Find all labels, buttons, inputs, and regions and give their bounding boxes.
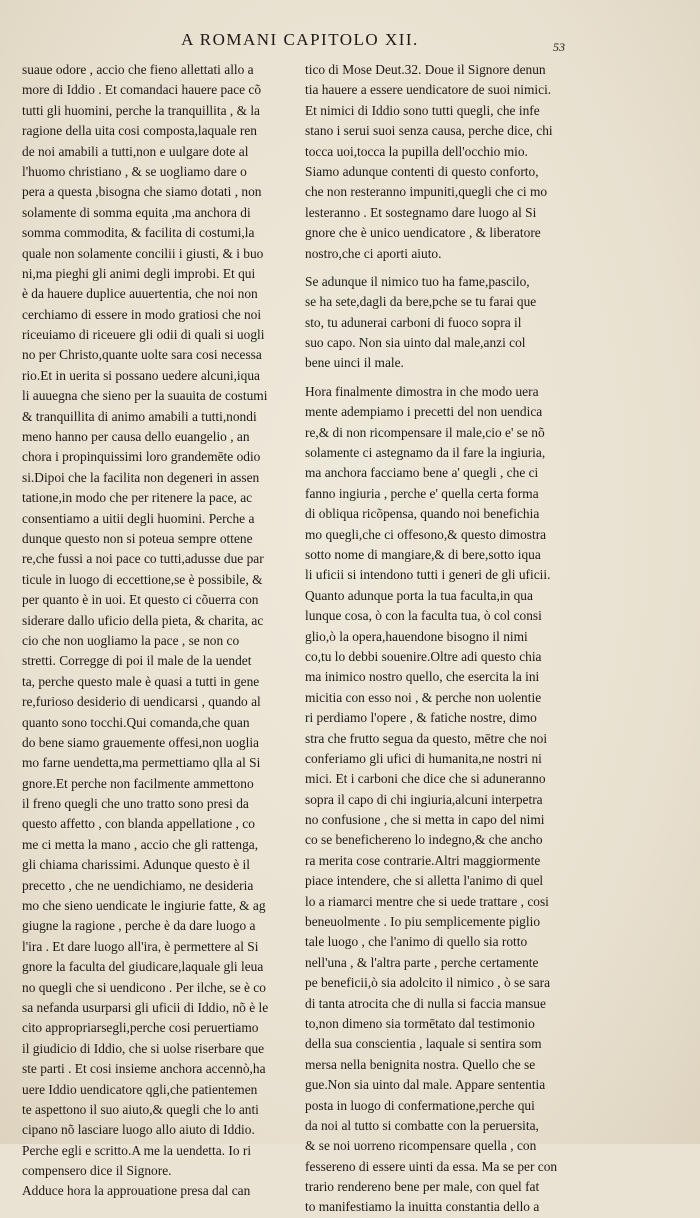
text-line: ri perdiamo l'opere , & fatiche nostre, dimo	[305, 710, 537, 726]
text-line: che non resteranno impuniti,quegli che ci mo	[305, 184, 548, 200]
text-line: mo che sieno uendicate le ingiurie fatte, & ag	[22, 898, 266, 914]
text-line: no per Christo,quante uolte sara cosi necessa	[22, 347, 262, 363]
text-line: quale non solamente concilii i giusti, & i buo	[22, 245, 264, 261]
text-line: di obliqua ricõpensa, quando noi benefichia	[305, 506, 540, 522]
text-line: nell'una , & l'altra parte , perche certamente	[305, 954, 539, 970]
text-line: cito appropriarsegli,perche cosi peruertiamo	[22, 1020, 259, 1036]
text-line: trario rendereno bene per male, con quel fat	[305, 1179, 540, 1195]
text-line: lesteranno . Et sostegnamo dare luogo al Si	[305, 204, 537, 220]
text-line: lo a riamarci mentre che si uede trattare , cosi	[305, 893, 549, 909]
text-line: tocca uoi,tocca la pupilla dell'occhio mio.	[305, 143, 528, 159]
text-line: il giudicio di Iddio, che si uolse riserbare que	[22, 1040, 265, 1056]
text-line: l'huomo christiano , & se uogliamo dare o	[22, 163, 247, 179]
text-line: re,furioso desiderio di uendicarsi , quando al	[22, 694, 261, 710]
text-line: de noi amabili a tutti,non e uulgare dote al	[22, 143, 249, 159]
text-line: li uficii si intendono tutti i generi de gli uficii.	[305, 567, 551, 583]
text-line: ma inimico nostro quello, che esercita la ini	[305, 669, 540, 685]
text-line: gue.Non sia uinto dal male. Appare sententia	[305, 1077, 546, 1093]
text-line: gnore che è unico uendicatore , & liberatore	[305, 225, 541, 241]
text-line: mersa nella benignita nostra. Quello che se	[305, 1056, 536, 1072]
text-line: & tranquillita di animo amabili a tutti,nondi	[22, 408, 257, 424]
text-line: se ha sete,dagli da bere,pche se tu farai que	[305, 294, 537, 310]
text-line: fessereno di essere uinti da essa. Ma se per con	[305, 1158, 558, 1174]
text-line: sopra il capo di chi ingiuria,alcuni interpetra	[305, 791, 543, 807]
text-line: sto, tu adunerai carboni di fuoco sopra il	[305, 314, 522, 330]
text-line: gnore la faculta del giudicare,laquale gli leua	[22, 959, 264, 975]
left-column	[22, 60, 292, 1202]
text-line: l'ira . Et dare luogo all'ira, è permettere al Si	[22, 938, 259, 954]
right-column	[305, 60, 590, 1218]
text-line: Hora finalmente dimostra in che modo uera	[305, 383, 539, 399]
text-line: ticule in luogo di eccettione,se è possibile, &	[22, 571, 263, 587]
text-line: fanno ingiuria , perche e' quella certa forma	[305, 485, 539, 501]
text-line: more di Iddio . Et comandaci hauere pace cõ	[22, 82, 262, 98]
text-line: posta in luogo di confermatione,perche qui	[305, 1097, 535, 1113]
text-line: pera a questa ,bisogna che siamo dotati , non	[22, 184, 262, 200]
text-line: me ci metta la mano , accio che gli rattenga,	[22, 836, 259, 852]
text-line: re,che fussi a noi pace co tutti,adusse due par	[22, 551, 264, 567]
text-line: sotto nome di mangiare,& di bere,sotto iqua	[305, 546, 541, 562]
text-line: somma commodita, & facilita di costumi,la	[22, 225, 255, 241]
text-line: stra che frutto segua da questo, mētre che noi	[305, 730, 548, 746]
text-line: ta, perche questo male è quasi a tutti in gene	[22, 673, 260, 689]
text-line: per quanto è in uoi. Et questo ci cõuerra con	[22, 592, 259, 608]
text-line: questo affetto , con blanda appellatione , co	[22, 816, 255, 832]
text-line: sa nefanda usurparsi gli uficii di Iddio, nõ è le	[22, 999, 269, 1015]
text-line: gli chiama charissimi. Adunque questo è il	[22, 857, 250, 873]
text-line: consentiamo a uitii degli huomini. Perche a	[22, 510, 255, 526]
paragraph-gap	[305, 374, 590, 382]
text-line: tutti gli huomini, perche la tranquillita , & la	[22, 102, 261, 118]
text-line: Perche egli e scritto.A me la uendetta. Io ri	[22, 1142, 252, 1158]
text-line: stano i serui suoi senza causa, perche dice, chi	[305, 123, 553, 139]
text-line: lunque cosa, ò con la faculta tua, ò col consi	[305, 608, 542, 624]
text-line: Quanto adunque porta la tua faculta,in qua	[305, 587, 533, 603]
text-line: è da hauere duplice auuertentia, che noi non	[22, 286, 258, 302]
text-line: pe beneficii,ò sia adolcito il nimico , ò se sara	[305, 975, 551, 991]
text-line: to,non dimeno sia tormētato dal testimonio	[305, 1015, 535, 1031]
text-line: li auuegna che sieno per la suauita de costumi	[22, 388, 268, 404]
text-line: co,tu lo debbi souenire.Oltre adi questo chia	[305, 648, 542, 664]
text-line: ni,ma pieghi gli animi degli improbi. Et qui	[22, 265, 256, 281]
text-line: mente adempiamo i precetti del non uendica	[305, 404, 543, 420]
text-line: stretti. Corregge di poi il male de la uendet	[22, 653, 252, 669]
text-line: tale luogo , che l'animo di quello sia rotto	[305, 934, 528, 950]
text-line: re,& di non ricompensare il male,cio e' se nõ	[305, 424, 545, 440]
text-line: cio che non uogliamo la pace , se non co	[22, 632, 240, 648]
text-line: tico di Mose Deut.32. Doue il Signore denun	[305, 62, 546, 77]
paragraph-gap	[305, 264, 590, 272]
text-line: di tanta atrocita che di nulla si faccia mansue	[305, 995, 546, 1011]
text-line: solamente di somma equita ,ma anchora di	[22, 204, 251, 220]
text-line: il freno quegli che uno tratto sono presi da	[22, 796, 249, 812]
paragraph	[305, 382, 590, 1218]
text-line: cipano nõ lasciare luogo allo aiuto di Iddio.	[22, 1122, 255, 1138]
text-line: precetto , che ne uendichiamo, ne desideria	[22, 877, 254, 893]
text-line: Adduce hora la approuatione presa dal can	[22, 1183, 251, 1199]
text-line: ma anchora facciamo bene a' quegli , che ci	[305, 465, 539, 481]
text-line: nostro,che ci aporti aiuto.	[305, 245, 442, 261]
text-line: mo quegli,che ci offesono,& questo dimostra	[305, 526, 547, 542]
text-line: ra merita cose contrarie.Altri maggiormente	[305, 852, 541, 868]
text-line: cerchiamo di essere in modo gratiosi che noi	[22, 306, 262, 322]
text-line: uere Iddio uendicatore qgli,che patientemen	[22, 1081, 258, 1097]
text-line: dunque questo non si poteua sempre ottene	[22, 530, 253, 546]
paragraph	[305, 60, 590, 264]
text-line: tia hauere a essere uendicatore de suoi nimici.	[305, 82, 552, 98]
text-line: rio.Et in uerita si possano uedere alcuni,iqua	[22, 367, 260, 383]
text-line: da noi al tutto si combatte con la peruersita,	[305, 1117, 539, 1133]
text-line: Se adunque il nimico tuo ha fame,pascilo,	[305, 273, 530, 289]
text-line: si.Dipoi che la facilita non degeneri in assen	[22, 469, 260, 485]
text-line: della sua conscientia , laquale si sentira som	[305, 1036, 542, 1052]
text-line: riceuiamo di riceuere gli odii di quali si uogli	[22, 327, 265, 343]
page-number: 53	[553, 40, 565, 54]
text-line: chora i propinquissimi loro grandemēte odio	[22, 449, 261, 465]
text-line: solamente ci astegnamo da il fare la ingiuria,	[305, 445, 546, 461]
running-title: A ROMANI CAPITOLO XII.	[181, 30, 419, 49]
text-line: & se noi uorreno ricompensare quella , con	[305, 1138, 537, 1154]
text-line: bene uinci il male.	[305, 355, 404, 371]
text-line: compensero dice il Signore.	[22, 1163, 172, 1179]
paragraph	[305, 272, 590, 374]
text-line: gnore.Et perche non facilmente ammettono	[22, 775, 254, 791]
text-line: tatione,in modo che per ritenere la pace, ac	[22, 490, 253, 506]
text-line: mo farne uendetta,ma permettiamo qlla al Si	[22, 755, 261, 771]
text-line: co se benefichereno lo indegno,& che ancho	[305, 832, 543, 848]
text-line: beneuolmente . Io piu semplicemente piglio	[305, 914, 541, 930]
text-line: suo capo. Non sia uinto dal male,anzi col	[305, 335, 526, 351]
text-line: glio,ò la opera,hauendone bisogno il nimi	[305, 628, 528, 644]
text-line: do bene siamo grauemente offesi,non uoglia	[22, 734, 259, 750]
text-line: giugne la ragione , perche è da dare luogo a	[22, 918, 256, 934]
text-line: no quegli che si uendicono . Per ilche, se è co	[22, 979, 266, 995]
text-line: suaue odore , accio che fieno allettati allo a	[22, 62, 254, 77]
text-line: no confusione , che si metta in capo del nimi	[305, 812, 545, 828]
text-line: piace intendere, che si alletta l'animo di quel	[305, 873, 544, 889]
text-line: siderare dallo uficio della pieta, & charita, ac	[22, 612, 264, 628]
text-line: meno hanno per causa dello euangelio , an	[22, 429, 250, 445]
text-line: quanto sono tocchi.Qui comanda,che quan	[22, 714, 250, 730]
text-line: Siamo adunque contenti di questo conforto,	[305, 163, 539, 179]
text-line: ragione della uita cosi composta,laquale ren	[22, 123, 257, 139]
text-line: micitia con esso noi , & perche non uolentie	[305, 689, 542, 705]
text-line: conferiamo gli ufici di humanita,ne nostri ni	[305, 750, 542, 766]
text-line: te aspettono il suo aiuto,& quegli che lo anti	[22, 1101, 259, 1117]
text-line: to manifestiamo la inuitta constantia dello a	[305, 1199, 540, 1215]
text-line: ste parti . Et cosi insieme anchora accennò,ha	[22, 1061, 266, 1077]
text-line: mici. Et i carboni che dice che si aduneranno	[305, 771, 546, 787]
text-line: Et nimici di Iddio sono tutti quegli, che infe	[305, 102, 540, 118]
